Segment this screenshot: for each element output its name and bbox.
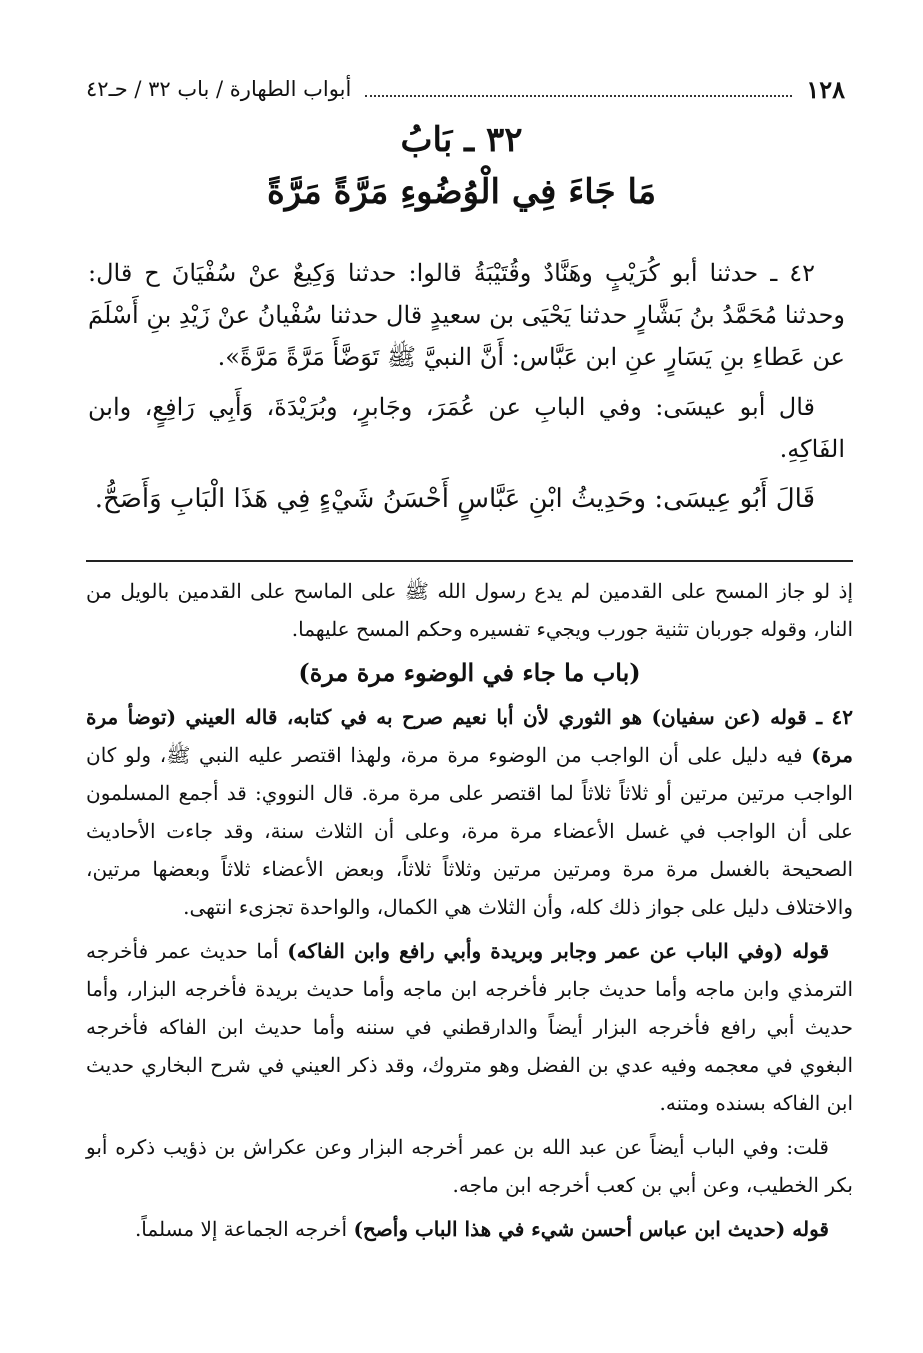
commentary-p2-lead: ٤٢ ـ قوله (عن سفيان) هو الثوري لأن أبا نعيم صرح به في كتابه، قاله العيني (توضأ مرة مرة) (86, 705, 853, 767)
commentary-p5-lead: قوله (حديث ابن عباس أحسن شيء في هذا الباب وأصح) (353, 1217, 829, 1241)
hadith-text: ٤٢ ـ حدثنا أبو كُرَيْبٍ وهَنَّادٌ وقُتَيْبَةُ قالوا: حدثنا وَكِيعٌ عنْ سُفْيَانَ ح قال: وحدثنا مُحَمَّدُ بنُ بَشَّارٍ حدثنا يَحْيَى بن سعيدٍ قال حدثنا سُفْيانُ عنْ زَيْدِ بنِ أَسْلَمَ عن عَطاءِ بنِ يَسَارٍ عنِ ابن عَبَّاس: أَنَّ النبيَّ ﷺ تَوَضَّأَ مَرَّةً مَرَّةً». (88, 259, 845, 371)
commentary-paragraph-2 (86, 698, 853, 926)
commentary-paragraph-1: إذ لو جاز المسح على القدمين لم يدع رسول الله ﷺ على الماسح على القدمين بالويل من النار، وقوله جوربان تثنية جورب ويجيء تفسيره وحكم المسح عليهما. (86, 579, 853, 641)
running-header (86, 72, 845, 106)
commentary-p5-body: أخرجه الجماعة إلا مسلماً. (134, 1217, 354, 1241)
running-title: أبواب الطهارة / باب ٣٢ / حـ٤٢ (86, 77, 352, 101)
commentary-paragraph-4: قلت: وفي الباب أيضاً عن عبد الله بن عمر أخرجه البزار وعن عكراش بن ذؤيب ذكره أبو بكر الخطيب، وعن أبي بن كعب أخرجه ابن ماجه. (86, 1135, 853, 1197)
commentary-p3-lead: قوله (وفي الباب عن عمر وجابر وبريدة وأبي رافع وابن الفاكه) (287, 939, 829, 963)
chapter-title: مَا جَاءَ فِي الْوُضُوءِ مَرَّةً مَرَّةً (266, 172, 657, 212)
section-divider (86, 560, 853, 562)
commentary-paragraph-5 (86, 1210, 853, 1248)
commentary-paragraph-3 (86, 932, 853, 1122)
commentary-section (86, 572, 853, 1254)
header-dotted-leader (365, 81, 792, 97)
commentary-p2-body: فيه دليل على أن الواجب من الوضوء مرة مرة، ولهذا اقتصر عليه النبي ﷺ، ولو كان الواجب مرتين مرتين أو ثلاثاً ثلاثاً لما اقتصر على مرة مرة. قال النووي: قد أجمع المسلمون على أن الواجب في غسل الأعضاء مرة مرة، وعلى أن الثلاث سنة، وقد جاءت الأحاديث الصحيحة بالغسل مرة مرة ومرتين مرتين وثلاثاً ثلاثاً، وبعض الأعضاء ثلاثاً وبعضها مرتين، والاختلاف دليل على جواز ذلك كله، وأن الثلاث هي الكمال، والواحدة تجزىء انتهى. (86, 743, 853, 919)
chapter-number: ٣٢ ـ بَابُ (400, 120, 523, 160)
page-number: ١٢٨ (806, 74, 845, 104)
hadith-section (88, 252, 845, 528)
hadith-closing: قَالَ أَبُو عِيسَى: وحَدِيثُ ابْنِ عَبَّاسٍ أَحْسَنُ شَيْءٍ فِي هَذَا الْبَابِ وَأَصَحُّ. (94, 484, 815, 514)
commentary-p3-body: أما حديث عمر فأخرجه الترمذي وابن ماجه وأما حديث جابر فأخرجه ابن ماجه وأما حديث بريدة فأخرجه البزار، وأما حديث أبي رافع فأخرجه البزار أيضاً والدارقطني في سننه وأما حديث ابن الفاكه فأخرجه البغوي في معجمه وفيه عدي بن الفضل وهو متروك، وقد ذكر العيني في شرح البخاري حديث ابن الفاكه بسنده ومتنه. (86, 939, 854, 1115)
hadith-note: قال أبو عيسَى: وفي البابِ عن عُمَرَ، وجَابرٍ، وبُرَيْدَةَ، وَأَبِي رَافِعٍ، وابن الفَاكِهِ. (88, 393, 845, 463)
commentary-heading: (باب ما جاء في الوضوء مرة مرة) (298, 658, 641, 687)
